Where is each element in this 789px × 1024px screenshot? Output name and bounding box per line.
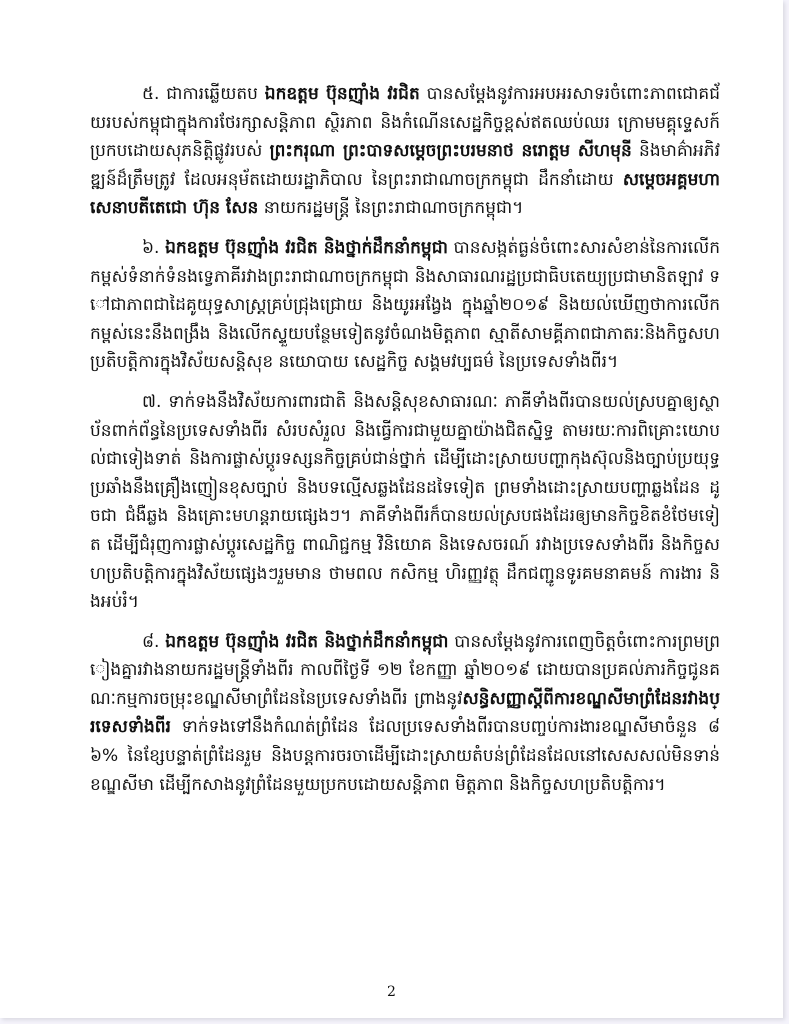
paragraph-8-text: ទាក់ទងទៅនឹងកំណត់ព្រំដែន ដែលប្រទេសទាំងពីរបានបញ្ចប់ការងារខណ្ឌសីមាចំនួន ៨៦% នៃខ្សែបន្ទាត់ព្រំដែនរួម និងបន្តការចរចាដើម្បីដោះស្រាយតំបន់ព្រំដែនដែលនៅសេសសល់មិនទាន់ខណ្ឌសីមា ដើម្បីកសាងនូវព្រំដែនមួយប្រកបដោយសន្តិភាព មិត្តភាព និងកិច្ចសហប្រតិបត្តិការ។ xyxy=(90,717,720,795)
paragraph-5-bold-name: ឯកឧត្តម ប៊ុនញ៉ាំង វរជិត xyxy=(264,84,420,104)
paragraph-8-bold-treaty: សន្ធិសញ្ញាស្តីពីការខណ្ឌសីមាព្រំដែនរវាងប្រទេសទាំងពីរ xyxy=(90,688,720,738)
paragraph-5-text: ៥. ជាការឆ្លើយតប xyxy=(142,84,265,104)
paragraph-5-text: នាយករដ្ឋមន្ត្រី នៃព្រះរាជាណាចក្រកម្ពុជា។ xyxy=(258,198,524,219)
paragraph-7 xyxy=(90,388,720,617)
paragraph-8 xyxy=(90,628,720,800)
paragraph-5-bold-king: ព្រះករុណា ព្រះបាទសម្តេចព្រះបរមនាថ នរោត្តម សីហមុនី xyxy=(269,141,632,162)
page-number: 2 xyxy=(387,984,396,1000)
paragraph-6-text: ៦. xyxy=(142,237,166,258)
paragraph-5-bold-pm: សម្តេចអគ្គមហាសេនាបតីតេជោ ហ៊ុន សែន xyxy=(90,169,720,219)
paragraph-8-bold-name: ឯកឧត្តម ប៊ុនញ៉ាំង វរជិត និងថ្នាក់ដឹកនាំកម្ពុជា xyxy=(165,631,449,652)
paragraph-7-text: ៧. ទាក់ទងនឹងវិស័យការពារជាតិ និងសន្តិសុខសាធារណៈ ភាគីទាំងពីរបានយល់ស្របគ្នាឲ្យស្ថាប័នពាក់ព័ន្ធនៃប្រទេសទាំងពីរ សំរបសំរួល និងធ្វើការជាមួយគ្នាយ៉ាងជិតស្និទ្ធ តាមរយៈការពិគ្រោះយោបល់ជាទៀងទាត់ និងការផ្លាស់ប្តូរទស្សនកិច្ចគ្រប់ជាន់ថ្នាក់ ដើម្បីដោះស្រាយបញ្ហាកុងស៊ុលនិងច្បាប់ប្រយុទ្ធប្រឆាំងនឹងគ្រឿងញៀនខុសច្បាប់ និងបទល្មើសឆ្លងដែនដទៃទៀត ព្រមទាំងដោះស្រាយបញ្ហាឆ្លងដែន ដូចជា ជំងឺឆ្លង និងគ្រោះមហន្តរាយផ្សេងៗ។ ភាគីទាំងពីរក៏បានយល់ស្របផងដែរឲ្យមានកិច្ចខិតខំថែមទៀត ដើម្បីជំរុញការផ្លាស់ប្តូរសេដ្ឋកិច្ច ពាណិជ្ជកម្ម វិនិយោគ និងទេសចរណ៍ រវាងប្រទេសទាំងពីរ និងកិច្ចសហប្រតិបត្តិការក្នុងវិស័យផ្សេងៗរួមមាន ថាមពល កសិកម្ម ហិរញ្ញវត្ថុ ដឹកជញ្ជូនទូរគមនាគមន៍ ការងារ និងអប់រំ។ xyxy=(90,391,720,613)
document-body xyxy=(90,80,720,810)
paragraph-8-text: បានសម្តែងនូវការពេញចិត្តចំពោះការព្រមព្រៀងគ្នារវាងនាយករដ្ឋមន្ត្រីទាំងពីរ កាលពីថ្ងៃទី ១២ ខែកញ្ញា ឆ្នាំ២០១៩ ដោយបានប្រគល់ភារកិច្ចជូនគណៈកម្មការចម្រុះខណ្ឌសីមាព្រំដែននៃប្រទេសទាំងពីរ ព្រាងនូវ xyxy=(90,631,721,709)
paragraph-6-bold-name: ឯកឧត្តម ប៊ុនញ៉ាំង វរជិត និងថ្នាក់ដឹកនាំកម្ពុជា xyxy=(165,237,448,258)
paragraph-6-text: បានសង្កត់ធ្ងន់ចំពោះសារសំខាន់នៃការលើកកម្ពស់ទំនាក់ទំនងទ្វេភាគីរវាងព្រះរាជាណាចក្រកម្ពុជា និងសាធារណរដ្ឋប្រជាធិបតេយ្យប្រជាមានិតឡាវ ទៅជាភាពជាដៃគូយុទ្ធសាស្ត្រគ្រប់ជ្រុងជ្រោយ និងយូរអង្វែង ក្នុងឆ្នាំ២០១៩ និងយល់ឃើញថាការលើកកម្ពស់នេះនឹងពង្រឹង និងលើកស្ទួយបន្ថែមទៀតនូវចំណងមិត្តភាព ស្មាតីសាមគ្គីភាពជាភាតរៈនិងកិច្ចសហប្រតិបត្តិការក្នុងវិស័យសន្តិសុខ នយោបាយ សេដ្ឋកិច្ច សង្គមវប្បធម៌ នៃប្រទេសទាំងពីរ។ xyxy=(90,237,721,373)
paragraph-8-text: ៨. xyxy=(142,631,166,652)
paragraph-5-text: បានសម្តែងនូវការអបអរសាទរចំពោះភាពជោគជ័យរបស់កម្ពុជាក្នុងការថែរក្សាសន្តិភាព ស្ថិរភាព និងកំណើនសេដ្ឋកិច្ចខ្ពស់ឥតឈប់ឈរ ក្រោមមគ្គុទ្ទេសក៍ប្រកបដោយសុភនិត្តិផ្លូវរបស់ xyxy=(90,84,720,162)
paragraph-5 xyxy=(90,80,720,223)
paragraph-5-text: និងមាគ៌ាអភិវឌ្ឍន៍ដ៏ត្រឹមត្រូវ ដែលអនុម័តដោយរដ្ឋាភិបាល នៃព្រះរាជាណាចក្រកម្ពុជា ដឹកនាំដោយ xyxy=(90,141,720,190)
paragraph-6 xyxy=(90,234,720,377)
